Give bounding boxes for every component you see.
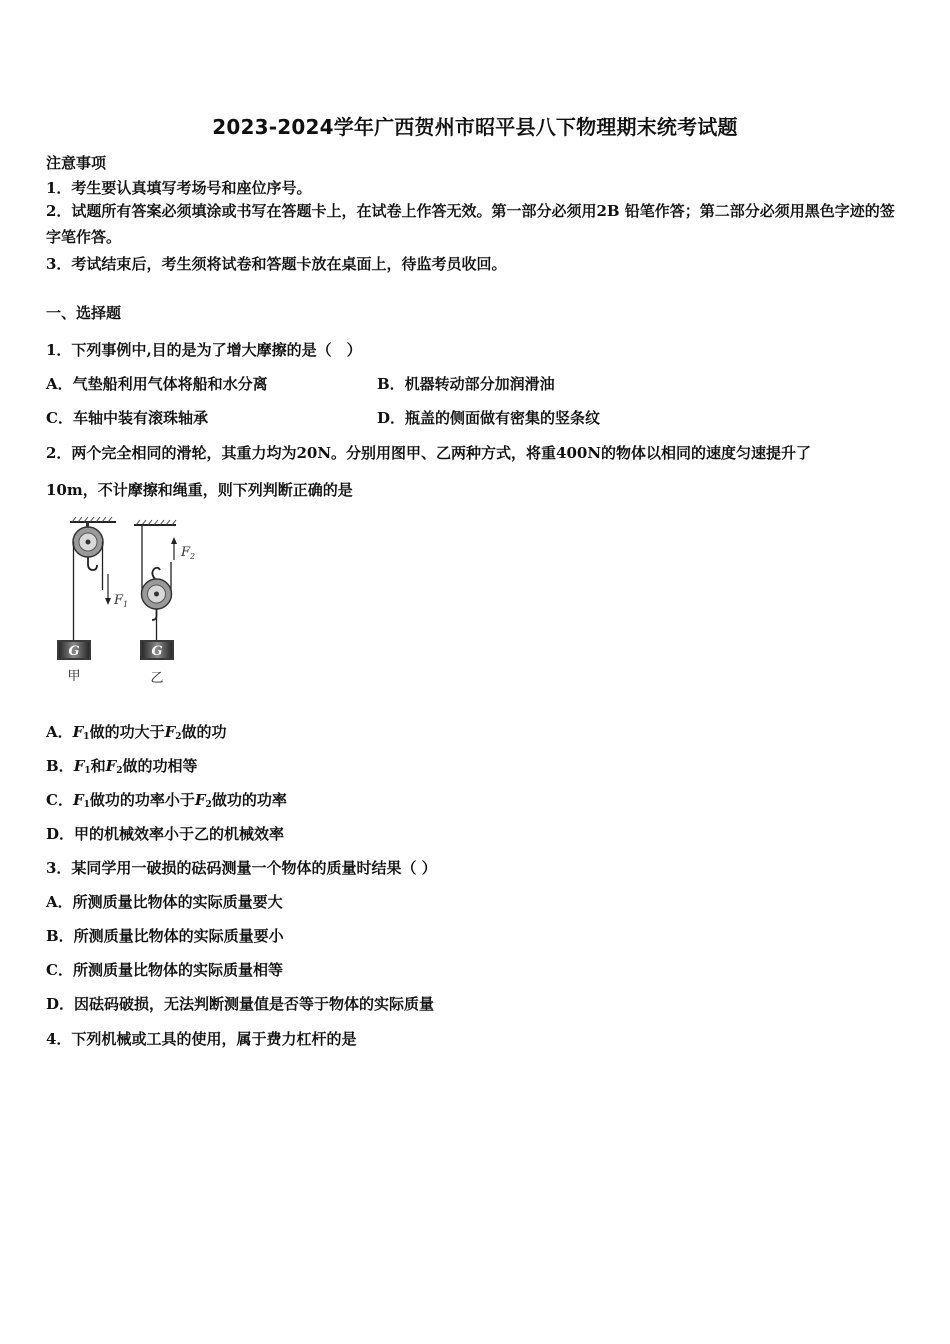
q2-option-c: C．$F_1$做功的功率小于$F_2$做功的功率 xyxy=(46,791,287,810)
q3-option-b: B．所测质量比物体的实际质量要小 xyxy=(46,927,284,945)
weight-label-left: G xyxy=(68,644,80,659)
notice-item-1: 1．考生要认真填写考场号和座位序号。 xyxy=(46,179,312,197)
q1-stem: 1．下列事例中,目的是为了增大摩擦的是（ ） xyxy=(46,341,362,359)
q3-stem: 3．某同学用一破损的砝码测量一个物体的质量时结果（ ） xyxy=(46,859,437,877)
q2-option-b: B．$F_1$和$F_2$做的功相等 xyxy=(46,757,198,776)
force-f1-label: $F_1$ xyxy=(114,593,129,609)
figure-label-yi: 乙 xyxy=(150,671,164,686)
notice-item-2: 2．试题所有答案必须填涂或书写在答题卡上，在试卷上作答无效。第一部分必须用2B 铅笔作答；第二部分必须用黑色字迹的签字笔作答。 xyxy=(46,202,895,246)
q3-option-a: A．所测质量比物体的实际质量要大 xyxy=(46,893,283,911)
q1-option-d: D．瓶盖的侧面做有密集的竖条纹 xyxy=(377,409,601,427)
notice-item-3: 3．考试结束后，考生须将试卷和答题卡放在桌面上，待监考员收回。 xyxy=(46,255,507,273)
q2-stem-line1: 2．两个完全相同的滑轮，其重力均为20N。分别用图甲、乙两种方式，将重400N的物体以相同的速度匀速提升了 xyxy=(46,444,812,462)
q3-option-d: D．因砝码破损，无法判断测量值是否等于物体的实际质量 xyxy=(46,995,435,1013)
q1-option-b: B．机器转动部分加润滑油 xyxy=(377,375,555,393)
fixed-pulley-figure xyxy=(57,517,128,684)
q2-stem-line2: 10m，不计摩擦和绳重，则下列判断正确的是 xyxy=(46,481,353,499)
q1-option-c: C．车轴中装有滚珠轴承 xyxy=(46,409,208,427)
pulley-diagram xyxy=(44,512,214,692)
notice-heading: 注意事项 xyxy=(46,154,107,172)
q1-option-a: A．气垫船利用气体将船和水分离 xyxy=(46,375,268,393)
figure-label-jia: 甲 xyxy=(67,669,81,684)
force-f2-label: $F_2$ xyxy=(181,545,196,561)
q3-option-c: C．所测质量比物体的实际质量相等 xyxy=(46,961,283,979)
section-heading: 一、选择题 xyxy=(46,304,122,322)
q2-option-d: D．甲的机械效率小于乙的机械效率 xyxy=(46,825,285,843)
page-title: 2023-2024学年广西贺州市昭平县八下物理期末统考试题 xyxy=(212,115,738,139)
weight-label-right: G xyxy=(151,644,163,659)
q2-option-a: A．$F_1$做的功大于$F_2$做的功 xyxy=(46,723,227,742)
movable-pulley-figure xyxy=(134,520,195,686)
q4-stem: 4．下列机械或工具的使用，属于费力杠杆的是 xyxy=(46,1030,357,1048)
